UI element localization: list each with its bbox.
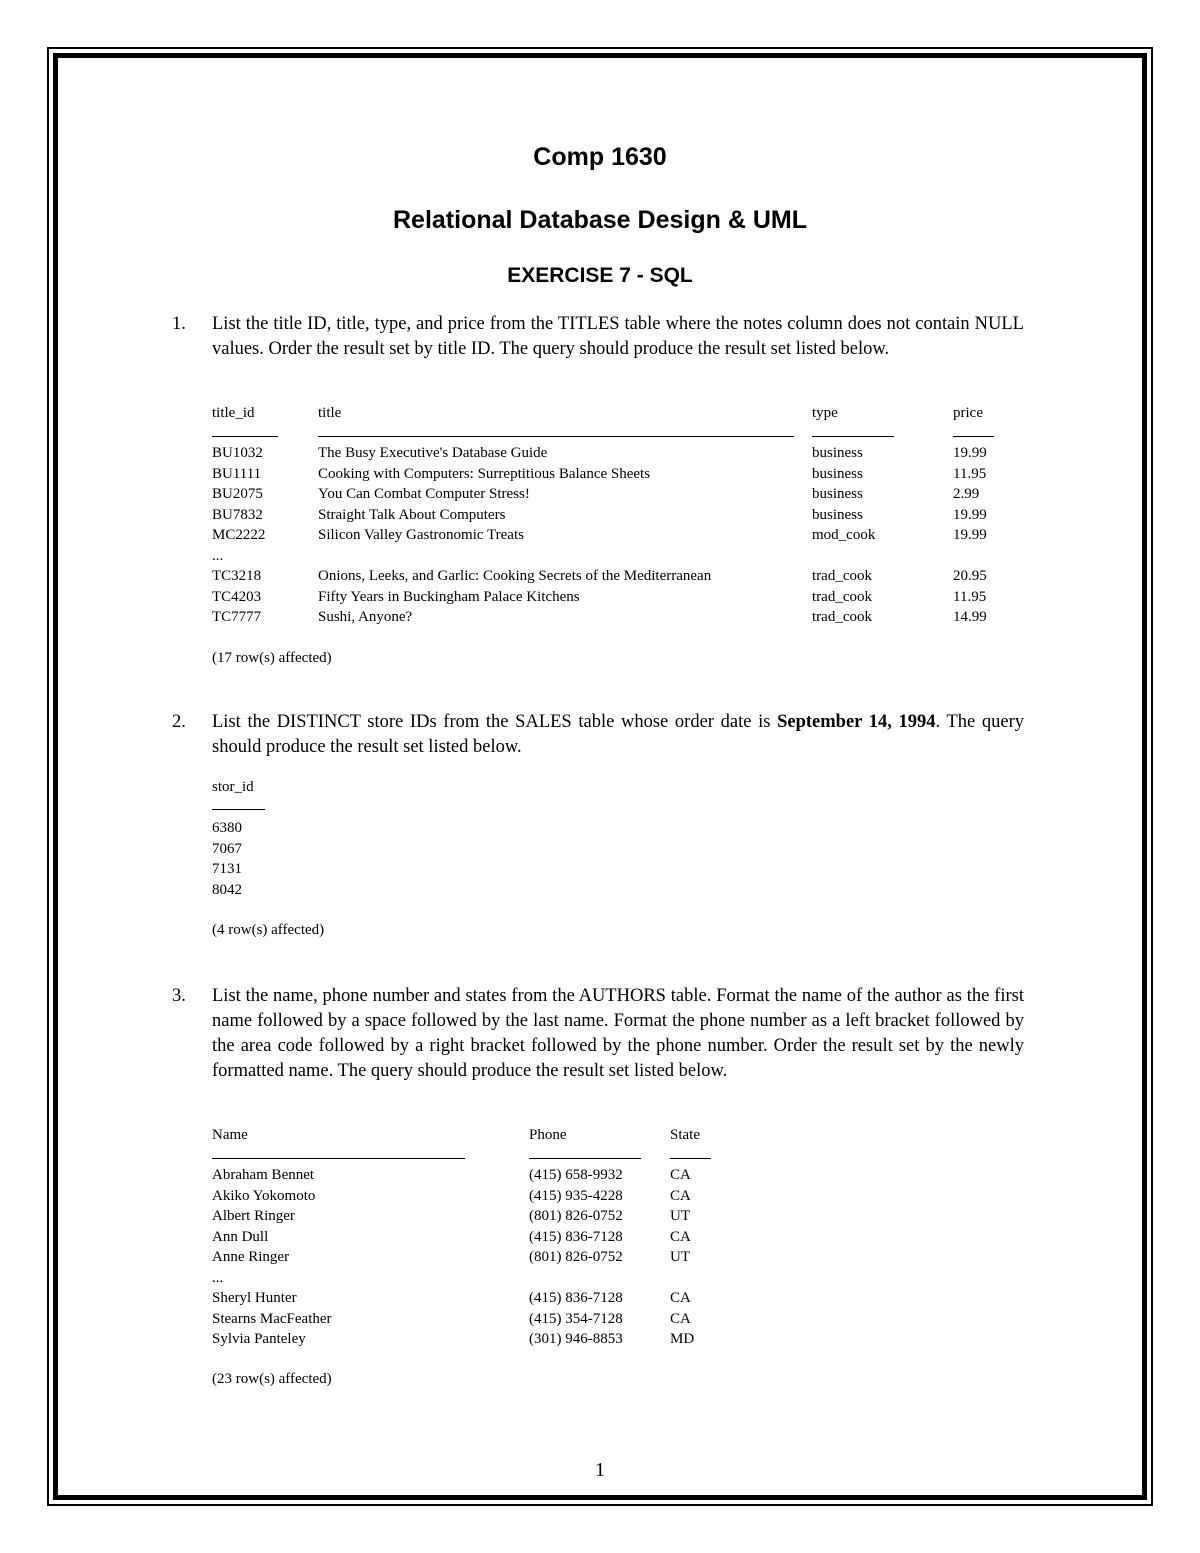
- table-cell: 14.99: [953, 609, 987, 625]
- column-header: type: [812, 405, 838, 421]
- column-underline: [529, 1158, 641, 1159]
- table-cell: ...: [212, 547, 224, 564]
- table-cell: 11.95: [953, 588, 987, 605]
- column-underline: [212, 436, 278, 437]
- table-cell: TC7777: [212, 609, 262, 625]
- table-cell: Sylvia Panteley: [212, 1331, 306, 1347]
- table-cell: The Busy Executive's Database Guide: [318, 445, 548, 461]
- table-cell: Akiko Yokomoto: [212, 1187, 316, 1204]
- question-number: 3.: [172, 986, 186, 1006]
- table-cell: (301) 946-8853: [529, 1331, 623, 1347]
- table-cell: UT: [670, 1249, 690, 1265]
- table-cell: 6380: [212, 820, 242, 836]
- table-cell: 20.95: [953, 568, 987, 584]
- table-cell: BU1032: [212, 445, 263, 461]
- table-cell: CA: [670, 1290, 691, 1306]
- table-cell: Stearns MacFeather: [212, 1310, 332, 1327]
- column-underline: [812, 436, 894, 437]
- column-header: title: [318, 405, 342, 421]
- table-cell: 7131: [212, 861, 242, 877]
- question-text: List the DISTINCT store IDs from the SALES table whose order date is September 14, 1994. The query should produce the result set listed below.: [212, 712, 1024, 757]
- question-number: 2.: [172, 712, 186, 732]
- table-cell: Cooking with Computers: Surreptitious Balance Sheets: [318, 465, 651, 482]
- table-cell: CA: [670, 1187, 691, 1204]
- table-cell: BU2075: [212, 486, 263, 502]
- question-text: List the title ID, title, type, and price from the TITLES table where the notes column does not contain NULL values. Order the result set by title ID. The query should produce the result set listed below.: [212, 314, 1024, 359]
- column-underline: [212, 1158, 465, 1159]
- table-cell: (415) 836-7128: [529, 1228, 623, 1245]
- table-cell: BU7832: [212, 506, 263, 523]
- table-cell: (801) 826-0752: [529, 1208, 623, 1224]
- table-cell: (415) 935-4228: [529, 1187, 623, 1204]
- table-cell: (415) 658-9932: [529, 1167, 623, 1183]
- column-header: Phone: [529, 1127, 567, 1143]
- table-cell: TC3218: [212, 568, 262, 584]
- table-cell: 2.99: [953, 486, 980, 502]
- table-cell: Abraham Bennet: [212, 1167, 315, 1183]
- table-cell: Straight Talk About Computers: [318, 506, 506, 523]
- question-3: [172, 984, 1024, 1084]
- table-cell: TC4203: [212, 588, 262, 605]
- table-cell: 7067: [212, 840, 242, 857]
- column-header: price: [953, 405, 983, 421]
- table-cell: 11.95: [953, 465, 987, 482]
- table-cell: (801) 826-0752: [529, 1249, 623, 1265]
- column-header: Name: [212, 1127, 248, 1143]
- table-cell: mod_cook: [812, 527, 876, 543]
- table-cell: Sushi, Anyone?: [318, 609, 413, 625]
- page-number: 1: [595, 1459, 605, 1481]
- table-cell: Onions, Leeks, and Garlic: Cooking Secrets of the Mediterranean: [318, 568, 712, 584]
- row-count: (23 row(s) affected): [212, 1371, 332, 1387]
- column-underline: [318, 436, 794, 437]
- table-cell: business: [812, 445, 863, 461]
- question-number: 1.: [172, 314, 186, 334]
- table-cell: MD: [670, 1331, 695, 1347]
- column-underline: [670, 1158, 711, 1159]
- table-cell: ...: [212, 1269, 224, 1286]
- table-cell: Sheryl Hunter: [212, 1290, 297, 1306]
- table-cell: business: [812, 506, 863, 523]
- table-cell: business: [812, 486, 863, 502]
- column-underline: [953, 436, 994, 437]
- table-cell: MC2222: [212, 527, 266, 543]
- column-underline: [212, 809, 265, 810]
- row-count: (17 row(s) affected): [212, 650, 332, 666]
- table-cell: Anne Ringer: [212, 1249, 290, 1265]
- exercise-title: EXERCISE 7 - SQL: [507, 264, 693, 287]
- question-text: List the name, phone number and states from the AUTHORS table. Format the name of the author as the first name followed by a space followed by the last name. Format the phone number as a left bracket followed by the area code followed by a right bracket followed by the phone number. Order the result set by the newly formatted name. The query should produce the result set listed below.: [212, 986, 1024, 1081]
- table-cell: trad_cook: [812, 588, 872, 605]
- table-cell: 19.99: [953, 445, 987, 461]
- table-cell: BU1111: [212, 465, 262, 482]
- column-header: title_id: [212, 405, 255, 421]
- question-2: [172, 710, 1024, 760]
- table-cell: 8042: [212, 881, 242, 898]
- table-cell: You Can Combat Computer Stress!: [318, 486, 530, 502]
- table-cell: 19.99: [953, 527, 987, 543]
- row-count: (4 row(s) affected): [212, 922, 325, 938]
- table-cell: Albert Ringer: [212, 1208, 295, 1224]
- table-cell: Fifty Years in Buckingham Palace Kitchens: [318, 588, 580, 605]
- column-header: stor_id: [212, 779, 254, 795]
- table-cell: CA: [670, 1167, 691, 1183]
- table-cell: (415) 354-7128: [529, 1310, 623, 1327]
- table-cell: business: [812, 465, 863, 482]
- table-cell: trad_cook: [812, 609, 872, 625]
- table-cell: Ann Dull: [212, 1228, 269, 1245]
- table-cell: 19.99: [953, 506, 987, 523]
- column-header: State: [670, 1127, 700, 1143]
- course-title: Comp 1630: [533, 143, 667, 171]
- table-cell: UT: [670, 1208, 690, 1224]
- table-cell: (415) 836-7128: [529, 1290, 623, 1306]
- question-1: [172, 312, 1024, 362]
- table-cell: trad_cook: [812, 568, 872, 584]
- table-cell: Silicon Valley Gastronomic Treats: [318, 527, 524, 543]
- table-cell: CA: [670, 1310, 691, 1327]
- table-cell: CA: [670, 1228, 691, 1245]
- subject-title: Relational Database Design & UML: [393, 206, 807, 234]
